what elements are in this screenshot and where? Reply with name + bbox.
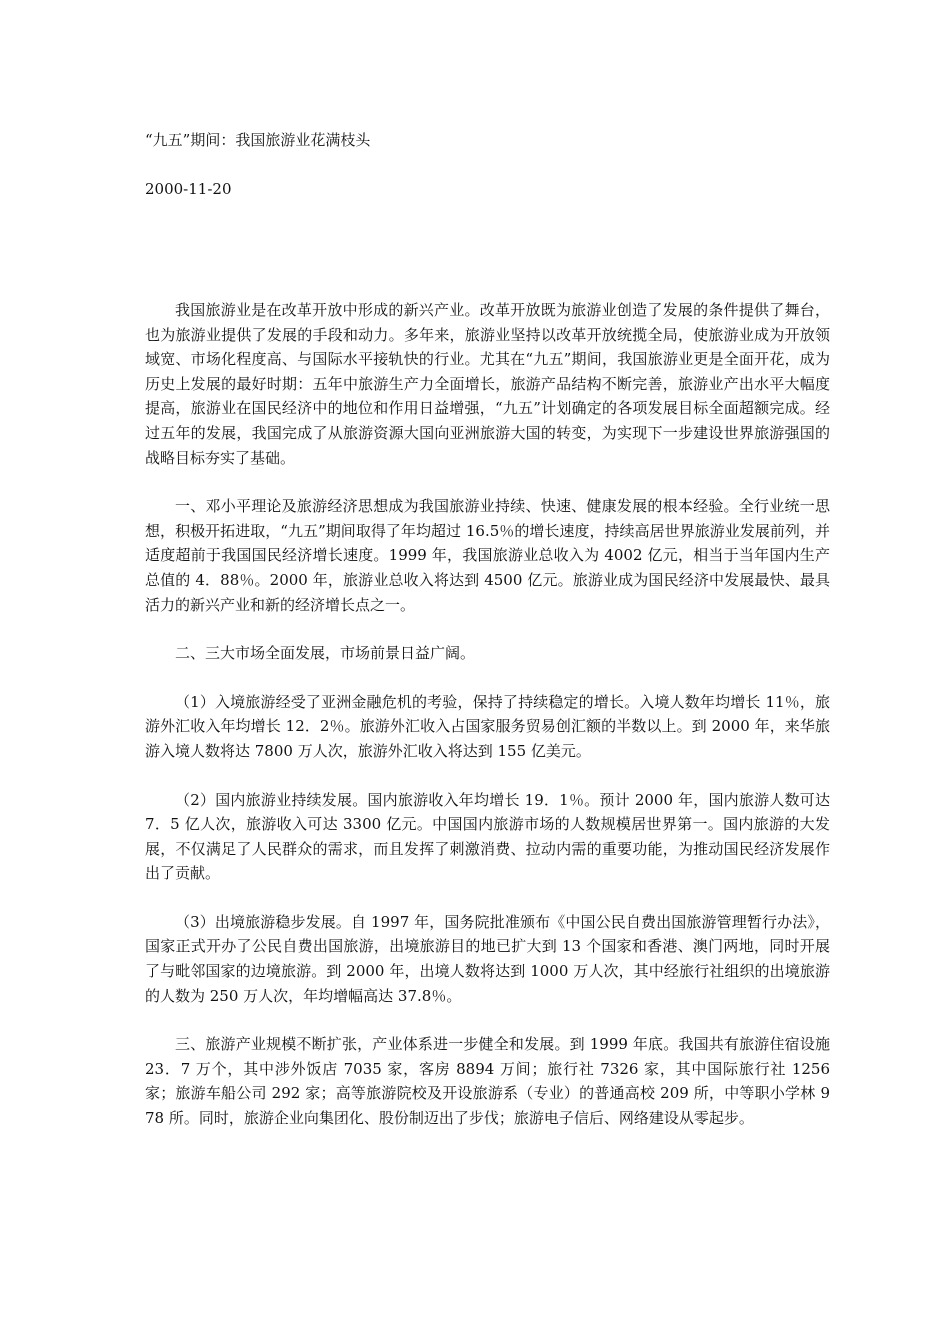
paragraph-outbound-tourism: （3）出境旅游稳步发展。自 1997 年，国务院批准颁布《中国公民自费出国旅游管理暂行办法》，国家正式开办了公民自费出国旅游，出境旅游目的地已扩大到 13 个国家和香港、澳门两地，同时开展了与毗邻国家的边境旅游。到 2000 年，出境人数将达到 1000 万人次，其中经旅行社组织的出境旅游的人数为 250 万人次，年均增幅高达 37.8％。: [145, 912, 830, 1005]
paragraph-section-3: 三、旅游产业规模不断扩张，产业体系进一步健全和发展。到 1999 年底。我国共有旅游住宿设施 23．7 万个，其中涉外饭店 7035 家，客房 8894 万间；旅行社 7326 家，其中国际旅行社 1256 家；旅游车船公司 292 家；高等旅游院校及开设旅游系（专业）的普通高校 209 所，中等职小学林 978 所。同时，旅游企业向集团化、股份制迈出了步伐；旅游电子信后、网络建设从零起步。: [145, 1035, 830, 1128]
article-date: 2000-11-20: [145, 180, 232, 198]
paragraph-inbound-tourism: （1）入境旅游经受了亚洲金融危机的考验，保持了持续稳定的增长。入境人数年均增长 11％，旅游外汇收入年均增长 12．2％。旅游外汇收入占国家服务贸易创汇额的半数以上。到 2000 年，来华旅游入境人数将达 7800 万人次，旅游外汇收入将达到 155 亿美元。: [145, 692, 830, 760]
paragraph-section-1: 一、邓小平理论及旅游经济思想成为我国旅游业持续、快速、健康发展的根本经验。全行业统一思想，积极开拓进取，“九五”期间取得了年均超过 16.5％的增长速度，持续高居世界旅游业发展前列，并适度超前于我国国民经济增长速度。1999 年，我国旅游业总收入为 4002 亿元，相当于当年国内生产总值的 4．88％。2000 年，旅游业总收入将达到 4500 亿元。旅游业成为国民经济中发展最快、最具活力的新兴产业和新的经济增长点之一。: [145, 497, 830, 614]
paragraph-domestic-tourism: （2）国内旅游业持续发展。国内旅游收入年均增长 19．1％。预计 2000 年，国内旅游人数可达 7．5 亿人次，旅游收入可达 3300 亿元。中国国内旅游市场的人数规模居世界第一。国内旅游的大发展，不仅满足了人民群众的需求，而且发挥了刺激消费、拉动内需的重要功能，为推动国民经济发展作出了贡献。: [145, 790, 830, 883]
paragraph-intro: 我国旅游业是在改革开放中形成的新兴产业。改革开放既为旅游业创造了发展的条件提供了舞台，也为旅游业提供了发展的手段和动力。多年来，旅游业坚持以改革开放统揽全局，使旅游业成为开放领域宽、市场化程度高、与国际水平接轨快的行业。尤其在“九五”期间，我国旅游业更是全面开花，成为历史上发展的最好时期：五年中旅游生产力全面增长，旅游产品结构不断完善，旅游业产出水平大幅度提高，旅游业在国民经济中的地位和作用日益增强，“九五”计划确定的各项发展目标全面超额完成。经过五年的发展，我国完成了从旅游资源大国向亚洲旅游大国的转变，为实现下一步建设世界旅游强国的战略目标夯实了基础。: [145, 301, 830, 467]
article-body: [145, 298, 830, 1155]
article-title: “九五”期间：我国旅游业花满枝头: [145, 131, 371, 149]
paragraph-section-2: 二、三大市场全面发展，市场前景日益广阔。: [175, 644, 476, 663]
